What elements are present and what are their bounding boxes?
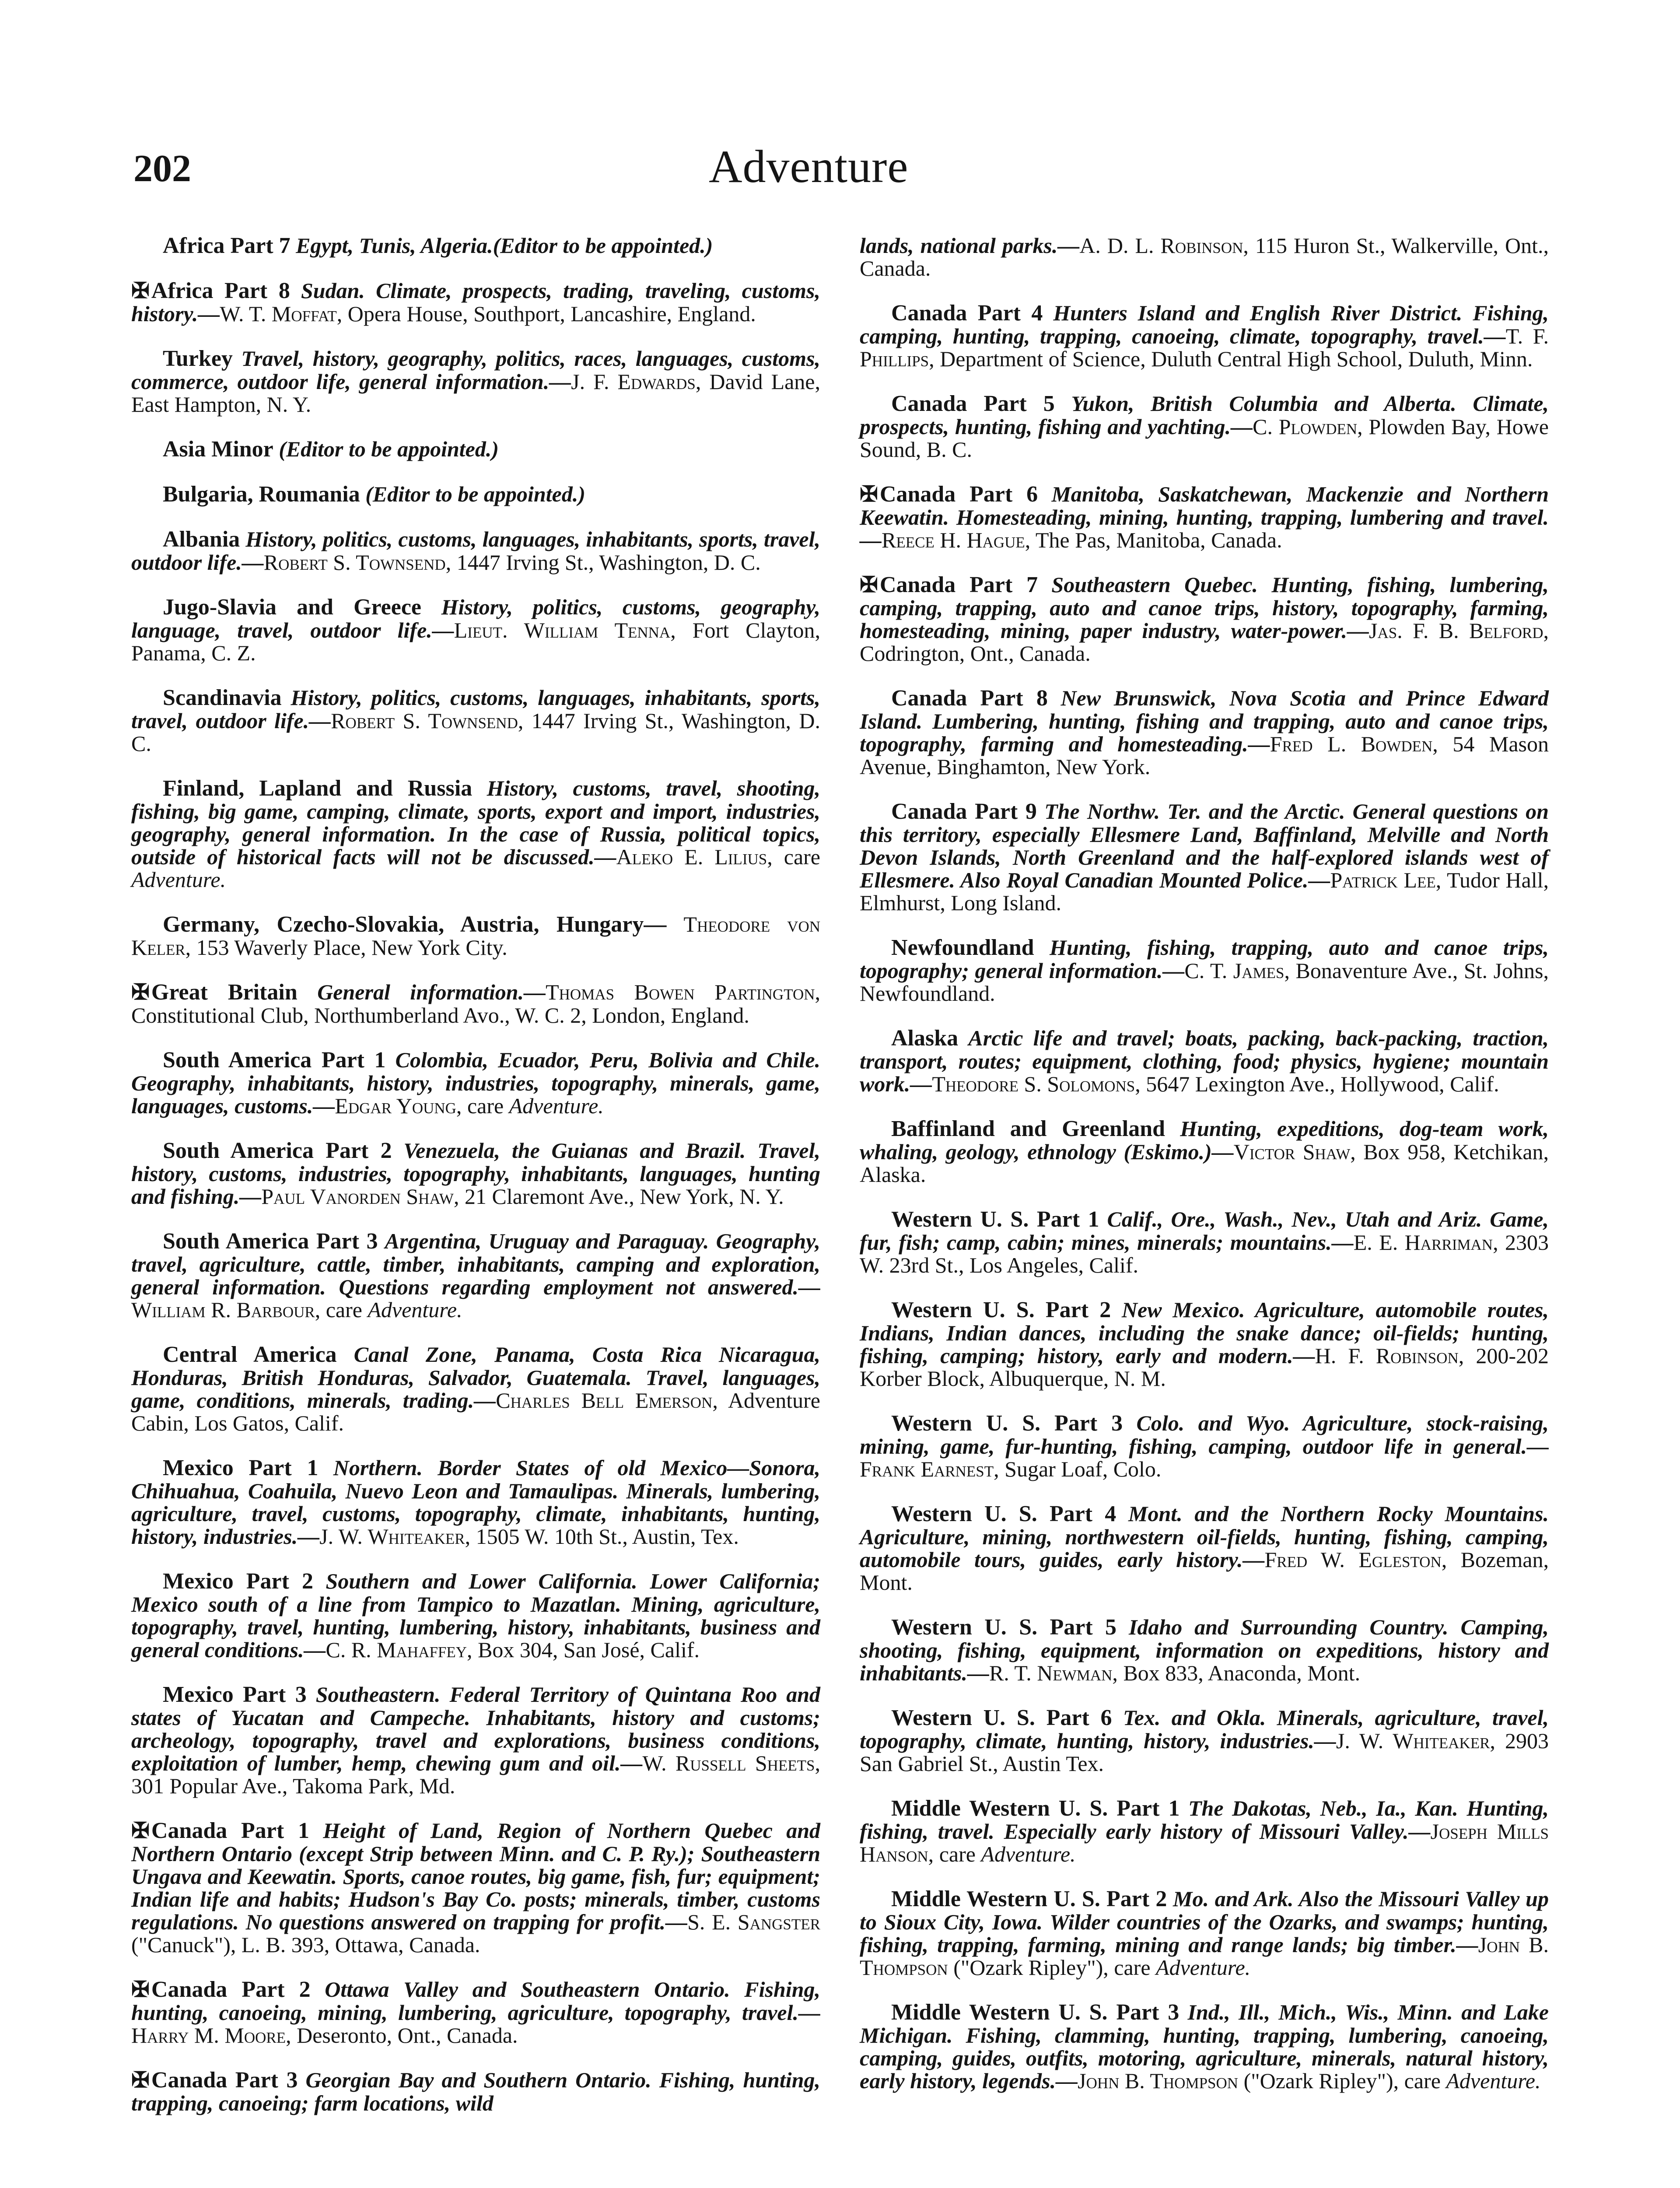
entry-heading: Western U. S. Part 2 [891,1297,1111,1322]
editor-name: A. D. L. Robinson, [1079,233,1249,258]
magazine-name: Adventure. [981,1842,1076,1866]
page-number: 202 [133,147,191,190]
editor-name: Victor Shaw, [1233,1140,1356,1164]
editor-name: E. E. Harriman, [1353,1230,1498,1255]
directory-entry [131,1139,820,1208]
entry-description: General information.— [317,980,546,1004]
entry-heading: Canada Part 8 [891,686,1048,711]
editor-address: 153 Waverly Place, New York City. [191,935,508,960]
entry-description: Hunting, expeditions, dog-team work, whaling, geology, ethnology (Eskimo.)— [860,1116,1549,1164]
directory-entry [860,392,1549,461]
directory-entry [860,2001,1549,2092]
editor-name: Thomas Bowen Partington, [546,980,820,1004]
entry-description: Sudan. Climate, prospects, trading, traveling, customs, history.— [131,278,820,326]
editor-address: 5647 Lexington Ave., Hollywood, Calif. [1140,1072,1499,1096]
directory-entry [131,686,820,755]
entry-description: Mo. and Ark. Also the Missouri Valley up to Sioux City, Iowa. Wilder countries of the Ozarks, and swamps; hunting, fishing, trapping, farming, mining and range lands; big timber.— [860,1886,1549,1957]
magazine-name: Adventure. [368,1297,462,1322]
editor-name: J. W. Whiteaker, [319,1524,471,1549]
editor-address: 1447 Irving St., Washington, D. C. [131,708,820,756]
cross-icon: ✠ [131,1818,150,1843]
editor-address: Box 958, Ketchikan, Alaska. [860,1140,1549,1187]
editor-address: Bozeman, Mont. [860,1547,1549,1595]
editor-address: 1505 W. 10th St., Austin, Tex. [470,1524,739,1549]
editor-name: Robert S. Townsend, [263,550,452,575]
editor-name: Robert S. Townsend, [331,708,524,733]
editor-name: Edgar Young, [335,1094,462,1118]
editor-address: 2903 San Gabriel St., Austin Tex. [860,1729,1549,1776]
editor-name: Paul Vanorden Shaw, [261,1184,459,1209]
entry-heading: South America Part 3 [163,1229,378,1254]
entry-heading: South America Part 2 [163,1138,392,1163]
entry-heading: Baffinland and Greenland [891,1116,1166,1141]
entry-heading: Western U. S. Part 6 [891,1705,1112,1730]
editor-name: J. W. Whiteaker, [1336,1729,1495,1753]
directory-entry [860,1616,1549,1684]
editor-address: 54 Mason Avenue, Binghamton, New York. [860,732,1549,779]
entry-heading: Africa Part 7 [163,233,290,258]
editor-address: Fort Clayton, Panama, C. Z. [131,618,820,665]
entry-heading: Middle Western U. S. Part 3 [891,2000,1180,2025]
editor-note: (Editor to be appointed.) [279,437,499,461]
entry-heading: Finland, Lapland and Russia [163,776,472,801]
editor-address: Box 304, San José, Calif. [472,1637,700,1662]
editor-name: C. T. James, [1184,958,1290,983]
directory-entry [131,1570,820,1661]
entry-heading: Canada Part 2 [151,1977,311,2002]
directory-entry [860,573,1549,665]
entry-heading: Central America [163,1342,337,1367]
entry-heading: Jugo-Slavia and Greece [163,595,421,620]
directory-entry [131,1683,820,1797]
cross-icon: ✠ [131,980,150,1004]
editor-address: care [934,1842,981,1866]
entry-description: Mont. and the Northern Rocky Mountains. Agriculture, mining, northwestern oil-fields, hunting, fishing, camping, automobile tours, guides, early history.— [860,1501,1549,1572]
directory-entry [860,1797,1549,1865]
entry-heading: Canada Part 1 [151,1818,309,1843]
editor-address: 1447 Irving St., Washington, D. C. [451,550,761,575]
right-column [860,234,1549,2114]
directory-entry [860,1208,1549,1276]
directory-entry [131,1456,820,1548]
entry-description: New Brunswick, Nova Scotia and Prince Edward Island. Lumbering, hunting, fishing and trapping, auto and canoe trips, topography, farming and homesteading.— [860,686,1549,756]
editor-name: Theodore S. Solomons, [932,1072,1141,1096]
editor-name: C. Plowden, [1253,414,1363,439]
editor-name: J. F. Edwards, [571,369,701,394]
entry-heading: Bulgaria, Roumania [163,482,360,507]
directory-entry [131,347,820,416]
editor-address: 301 Popular Ave., Takoma Park, Md. [131,1774,455,1798]
editor-name: R. T. Newman, [989,1661,1118,1685]
page-title: Adventure [709,141,909,192]
entry-description: Hunting, fishing, trapping, auto and canoe trips, topography; general information.— [860,935,1549,983]
directory-entry [131,981,820,1027]
directory-entry [131,234,820,257]
editor-address: Codrington, Ont., Canada. [860,641,1091,666]
editor-address: Department of Science, Duluth Central High School, Duluth, Minn. [934,347,1533,371]
left-column [131,234,820,2136]
entry-heading: South America Part 1 [163,1048,386,1073]
editor-name: Charles Bell Emerson, [496,1388,718,1413]
directory-entry [131,438,820,461]
entry-heading: Canada Part 3 [151,2068,298,2093]
entry-description: The Dakotas, Neb., Ia., Kan. Hunting, fishing, travel. Especially early history of Missouri Valley.— [860,1796,1549,1844]
entry-description: Argentina, Uruguay and Paraguay. Geography, travel, agriculture, cattle, timber, inhabitants, camping and exploration, general information. Questions regarding employment not answered.— [131,1229,820,1299]
entry-heading: Canada Part 5 [891,391,1055,416]
directory-entry [131,1343,820,1434]
entry-description: Idaho and Surrounding Country. Camping, shooting, fishing, equipment, information on expeditions, history and inhabitants.— [860,1615,1549,1685]
editor-name: Lieut. William Tenna, [454,618,676,642]
directory-entry [131,1978,820,2047]
entry-heading: Mexico Part 1 [163,1455,318,1480]
editor-address: David Lane, East Hampton, N. Y. [131,369,820,417]
entry-description: Ottawa Valley and Southeastern Ontario. Fishing, hunting, canoeing, mining, lumbering, agriculture, topography, travel.— [131,1977,821,2025]
directory-entry [131,1048,820,1117]
directory-entry [131,528,820,574]
entry-description: History, politics, customs, languages, inhabitants, sports, travel, outdoor life.— [131,685,821,733]
entry-description: Travel, history, geography, politics, races, languages, customs, commerce, outdoor life, general information.— [131,346,821,394]
editor-address: Plowden Bay, Howe Sound, B. C. [860,414,1549,462]
entry-heading: Africa Part 8 [151,278,290,303]
entry-description: Southeastern. Federal Territory of Quintana Roo and states of Yucatan and Campeche. Inhabitants, history and customs; archeology, topography, travel and explorations, business conditions, exploitation of lumber, hemp, chewing gum and oil.— [131,1682,820,1775]
directory-entry [131,279,820,325]
editor-address: care [462,1094,509,1118]
entry-description: Manitoba, Saskatchewan, Mackenzie and Northern Keewatin. Homesteading, mining, hunting, trapping, lumbering and travel.— [860,482,1549,552]
entry-heading: Middle Western U. S. Part 1 [891,1796,1180,1821]
entry-description: Northern. Border States of old Mexico—Sonora, Chihuahua, Coahuila, Nuevo Leon and Tamaulipas. Minerals, lumbering, agriculture, travel, customs, topography, climate, inhabitants, hunting, history, industries.— [131,1455,820,1549]
entry-heading: Asia Minor [163,437,273,462]
magazine-name: Adventure. [509,1094,604,1118]
directory-entry [131,483,820,506]
magazine-name: Adventure. [1446,2069,1541,2093]
entry-heading: Great Britain [151,980,298,1005]
editor-name: John B. Thompson [1078,2069,1239,2093]
editor-address: 200-202 Korber Block, Albuquerque, N. M. [860,1343,1549,1391]
editor-address: care [320,1297,368,1322]
editor-address: Adventure Cabin, Los Gatos, Calif. [131,1388,820,1435]
entry-heading: Middle Western U. S. Part 2 [891,1886,1167,1911]
editor-address: ("Ozark Ripley"), care [1238,2069,1446,2093]
entry-heading: Canada Part 7 [879,572,1038,597]
directory-entry [860,1502,1549,1594]
entry-heading: Alaska [891,1026,959,1051]
editor-name: W. Russell Sheets, [642,1751,821,1775]
editor-name: Fred W. Egleston, [1264,1547,1447,1572]
editor-name: Patrick Lee, [1330,868,1442,892]
entry-heading: Western U. S. Part 5 [891,1615,1117,1640]
editor-address: 21 Claremont Ave., New York, N. Y. [459,1184,784,1209]
cross-icon: ✠ [131,278,150,303]
directory-entry [860,1412,1549,1480]
editor-address: Deseronto, Ont., Canada. [291,2023,518,2048]
entry-description: Colombia, Ecuador, Peru, Bolivia and Chile. Geography, inhabitants, history, industries, topography, minerals, game, languages, customs.— [131,1048,821,1118]
editor-address: care [772,845,820,869]
directory-entry [131,777,820,891]
entry-description: Yukon, British Columbia and Alberta. Climate, prospects, hunting, fishing and yachting.— [860,391,1549,439]
entry-description: Arctic life and travel; boats, packing, back-packing, traction, transport, routes; equipment, clothing, food; physics, hygiene; mountain work.— [860,1026,1549,1096]
magazine-name: Adventure. [131,867,226,892]
entry-description: Venezuela, the Guianas and Brazil. Travel, history, customs, industries, topography, inhabitants, languages, hunting and fishing.— [131,1138,820,1209]
editor-name: William R. Barbour, [131,1297,321,1322]
directory-entry [131,1230,820,1321]
editor-name: Theodore von Keler, [131,912,821,960]
editor-name: C. R. Mahaffey, [326,1637,472,1662]
entry-description: Colo. and Wyo. Agriculture, stock-raising, mining, game, fur-hunting, fishing, camping, outdoor life in general.— [860,1411,1549,1459]
editor-address: Box 833, Anaconda, Mont. [1117,1661,1361,1685]
editor-name: Aleko E. Lilius, [616,845,773,869]
editor-note: (Editor to be appointed.) [365,482,585,506]
entry-description: New Mexico. Agriculture, automobile routes, Indians, Indian dances, including the snake dance; oil-fields; hunting, fishing, camping; history, early and modern.— [860,1297,1549,1368]
directory-entry [860,483,1549,551]
editor-name: Frank Earnest, [860,1457,999,1481]
entry-heading: Scandinavia [163,685,282,710]
directory-entry [860,1027,1549,1095]
directory-entry [860,302,1549,370]
entry-description: The Northw. Ter. and the Arctic. General questions on this territory, especially Ellesmere Land, Baffinland, Melville and North Devon Islands, North Greenland and the half-explored islands west of Ellesmere. Also Royal Canadian Mounted Police.— [860,799,1549,892]
editor-name: John B. Thompson [860,1932,1549,1980]
entry-heading: Mexico Part 3 [163,1682,307,1707]
magazine-name: Adventure. [1156,1955,1251,1980]
cross-icon: ✠ [131,2068,150,2092]
cross-icon: ✠ [860,572,878,597]
editor-name: Joseph Mills Hanson, [860,1819,1549,1866]
entry-heading: Albania [163,527,240,552]
entry-heading: Mexico Part 2 [163,1569,313,1594]
editor-address: 2303 W. 23rd St., Los Angeles, Calif. [860,1230,1549,1277]
editor-name: T. F. Phillips, [860,324,1549,371]
editor-name: Jas. F. B. Belford, [1369,618,1549,643]
entry-heading: Turkey [163,346,233,371]
editor-address: Tudor Hall, Elmhurst, Long Island. [860,868,1549,915]
entry-description: History, politics, customs, languages, inhabitants, sports, travel, outdoor life.— [131,527,821,575]
entry-description: History, customs, travel, shooting, fishing, big game, camping, climate, sports, export and import, industries, geography, general information. In the case of Russia, political topics, outside of historical facts will not be discussed.— [131,776,820,869]
directory-entry [860,1117,1549,1186]
cross-icon: ✠ [860,482,878,506]
entry-description: Egypt, Tunis, Algeria. [296,233,493,258]
directory-entry [860,800,1549,914]
entry-heading: Canada Part 4 [891,301,1043,326]
editor-note: (Editor to be appointed.) [493,233,713,258]
editor-address: ("Canuck"), L. B. 393, Ottawa, Canada. [131,1932,480,1957]
entry-heading: Canada Part 6 [879,482,1038,507]
entry-description: Tex. and Okla. Minerals, agriculture, travel, topography, climate, hunting, history, industries.— [860,1705,1549,1753]
directory-entry [860,1298,1549,1390]
entry-description: Calif., Ore., Wash., Nev., Utah and Ariz. Game, fur, fish; camp, cabin; mines, minerals; mountains.— [860,1207,1549,1255]
entry-heading: Western U. S. Part 3 [891,1411,1123,1436]
entry-description: Ind., Ill., Mich., Wis., Minn. and Lake Michigan. Fishing, clamming, hunting, trapping, lumbering, canoeing, camping, guides, outfits, motoring, agriculture, minerals, natural history, early history, legends.— [860,2000,1549,2093]
entry-heading: Germany, Czecho-Slovakia, Austria, Hungary— [163,912,667,937]
editor-address: Constitutional Club, Northumberland Avo., W. C. 2, London, England. [131,1003,749,1027]
editor-name: S. E. Sangster [687,1910,821,1934]
editor-address: Bonaventure Ave., St. Johns, Newfoundland. [860,958,1549,1006]
entry-heading: Newfoundland [891,935,1034,960]
directory-entry [131,1819,820,1956]
entry-description: Southeastern Quebec. Hunting, fishing, lumbering, camping, trapping, auto and canoe trips, history, topography, farming, homesteading, mining, paper industry, water-power.— [860,572,1549,643]
directory-entry [860,1887,1549,1979]
entry-description: Canal Zone, Panama, Costa Rica Nicaragua, Honduras, British Honduras, Salvador, Guatemala. Travel, languages, game, conditions, minerals, trading.— [131,1342,820,1413]
editor-name: Fred L. Bowden, [1270,732,1438,756]
entry-heading: Western U. S. Part 4 [891,1501,1116,1526]
directory-entry [860,234,1549,280]
editor-address: The Pas, Manitoba, Canada. [1030,528,1282,552]
directory-entry [860,687,1549,778]
entry-description: Georgian Bay and Southern Ontario. Fishing, hunting, trapping, canoeing; farm locations, wild [131,2068,820,2115]
editor-name: Reece H. Hague, [882,528,1031,552]
entry-heading: Canada Part 9 [891,799,1037,824]
editor-address: 115 Huron St., Walkerville, Ont., Canada. [860,233,1549,281]
directory-entry [860,936,1549,1005]
directory-entry [860,1706,1549,1775]
entry-description: Hunters Island and English River District. Fishing, camping, hunting, trapping, canoeing, climate, topography, travel.— [860,301,1549,348]
directory-entry [131,596,820,664]
entry-description: Southern and Lower California. Lower California; Mexico south of a line from Tampico to Mazatlan. Mining, agriculture, topography, travel, hunting, lumbering, history, inhabitants, business and general conditions.— [131,1569,820,1662]
entry-description: lands, national parks.— [860,233,1080,258]
entry-heading: Western U. S. Part 1 [891,1207,1099,1232]
editor-address: Sugar Loaf, Colo. [999,1457,1162,1481]
editor-name: Harry M. Moore, [131,2023,291,2048]
entry-description: Height of Land, Region of Northern Quebec and Northern Ontario (except Strip between Minn. and C. P. Ry.); Southeastern Ungava and Keewatin. Sports, canoe routes, big game, fish, fur; equipment; Indian life and habits; Hudson's Bay Co. posts; minerals, timber, customs regulations. No questions answered on trapping for profit.— [131,1818,821,1934]
directory-entry [131,2069,820,2114]
entry-description: History, politics, customs, geography, language, travel, outdoor life.— [131,595,820,642]
directory-entry [131,913,820,959]
cross-icon: ✠ [131,1977,150,2002]
editor-address: ("Ozark Ripley"), care [948,1955,1156,1980]
editor-address: Opera House, Southport, Lancashire, England. [342,302,756,326]
editor-name: W. T. Moffat, [220,302,343,326]
editor-name: H. F. Robinson, [1315,1343,1464,1368]
